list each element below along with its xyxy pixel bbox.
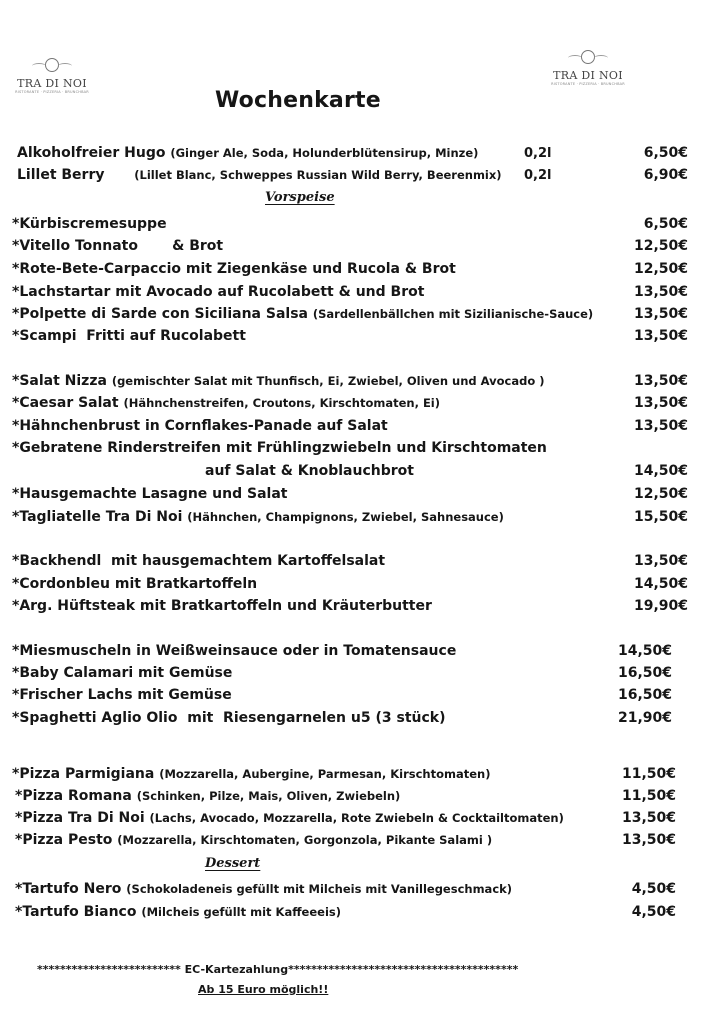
logo-subtitle: RISTORANTE · PIZZERIA · BRUNCHBAR bbox=[551, 82, 625, 86]
menu-item-desc: (Schinken, Pilze, Mais, Oliven, Zwiebeln) bbox=[136, 789, 401, 803]
menu-item-price: 14,50€ bbox=[633, 576, 688, 592]
menu-item-price: 12,50€ bbox=[633, 486, 688, 502]
menu-item-price: 4,50€ bbox=[631, 904, 676, 920]
drink-desc: (Lillet Blanc, Schweppes Russian Wild Berry, Beerenmix) bbox=[134, 168, 502, 182]
menu-item-desc: (Lachs, Avocado, Mozzarella, Rote Zwiebeln & Cocktailtomaten) bbox=[149, 811, 564, 825]
menu-item-desc: (Hähnchen, Champignons, Zwiebel, Sahnesauce) bbox=[187, 510, 504, 524]
crest-icon bbox=[32, 58, 72, 76]
menu-item-price: 11,50€ bbox=[621, 766, 676, 782]
drink-name: Alkoholfreier Hugo bbox=[17, 145, 166, 161]
menu-item-name: *Pizza Parmigiana bbox=[12, 766, 155, 782]
menu-item-row bbox=[15, 881, 512, 897]
menu-item-desc: (Hähnchenstreifen, Croutons, Kirschtomaten, Ei) bbox=[123, 396, 441, 410]
section-heading-vorspeise: Vorspeise bbox=[265, 190, 335, 205]
menu-item-name: *Kürbiscremesuppe bbox=[12, 216, 167, 232]
menu-item-row bbox=[12, 509, 504, 525]
menu-item-price: 4,50€ bbox=[631, 881, 676, 897]
menu-item-desc: (gemischter Salat mit Thunfisch, Ei, Zwiebel, Oliven und Avocado ) bbox=[111, 374, 545, 388]
menu-item-price: 13,50€ bbox=[633, 284, 688, 300]
menu-item-price: 16,50€ bbox=[617, 687, 672, 703]
restaurant-logo-left bbox=[12, 58, 92, 94]
menu-item-name: *Miesmuscheln in Weißweinsauce oder in Tomatensauce bbox=[12, 643, 457, 659]
menu-item-desc: (Mozzarella, Aubergine, Parmesan, Kirschtomaten) bbox=[159, 767, 491, 781]
menu-item-name: *Arg. Hüftsteak mit Bratkartoffeln und Kräuterbutter bbox=[12, 598, 432, 614]
menu-item-desc: (Mozzarella, Kirschtomaten, Gorgonzola, Pikante Salami ) bbox=[117, 833, 493, 847]
menu-item-row bbox=[12, 766, 491, 782]
drink-desc: (Ginger Ale, Soda, Holunderblütensirup, Minze) bbox=[170, 146, 479, 160]
page-title: Wochenkarte bbox=[215, 88, 381, 113]
drink-row bbox=[17, 167, 502, 183]
menu-item-price: 13,50€ bbox=[621, 810, 676, 826]
menu-item-price: 15,50€ bbox=[633, 509, 688, 525]
menu-item-name: *Polpette di Sarde con Siciliana Salsa bbox=[12, 306, 308, 322]
menu-item-name: *Pizza Romana bbox=[15, 788, 132, 804]
menu-item-name: *Vitello Tonnato & Brot bbox=[12, 238, 224, 254]
menu-item-name: *Hähnchenbrust in Cornflakes-Panade auf Salat bbox=[12, 418, 388, 434]
menu-item-desc: (Schokoladeneis gefüllt mit Milcheis mit Vanillegeschmack) bbox=[126, 882, 513, 896]
drink-row bbox=[17, 145, 478, 161]
drink-price: 6,90€ bbox=[643, 167, 688, 183]
menu-item-name: *Lachstartar mit Avocado auf Rucolabett & und Brot bbox=[12, 284, 425, 300]
menu-item-name: *Scampi Fritti auf Rucolabett bbox=[12, 328, 246, 344]
logo-subtitle: RISTORANTE · PIZZERIA · BRUNCHBAR bbox=[15, 90, 89, 94]
menu-item-desc: (Milcheis gefüllt mit Kaffeeeis) bbox=[141, 905, 341, 919]
payment-note: ************************* EC-Kartezahlung**************************************** bbox=[37, 963, 519, 976]
drink-qty: 0,2l bbox=[524, 168, 552, 183]
menu-item-name: *Spaghetti Aglio Olio mit Riesengarnelen u5 (3 stück) bbox=[12, 710, 446, 726]
menu-item-row bbox=[15, 904, 341, 920]
menu-item-row bbox=[15, 810, 564, 826]
menu-item-name: *Hausgemachte Lasagne und Salat bbox=[12, 486, 288, 502]
menu-item-name: *Tartufo Bianco bbox=[15, 904, 137, 920]
menu-item-price: 12,50€ bbox=[633, 261, 688, 277]
menu-item-name: *Tagliatelle Tra Di Noi bbox=[12, 509, 183, 525]
menu-item-price: 16,50€ bbox=[617, 665, 672, 681]
drink-price: 6,50€ bbox=[643, 145, 688, 161]
menu-item-name: *Cordonbleu mit Bratkartoffeln bbox=[12, 576, 258, 592]
menu-item-row bbox=[12, 395, 440, 411]
menu-item-price: 13,50€ bbox=[633, 306, 688, 322]
menu-item-price: 13,50€ bbox=[633, 328, 688, 344]
menu-item-desc: (Sardellenbällchen mit Sizilianische-Sauce) bbox=[312, 307, 594, 321]
menu-item-name: *Pizza Tra Di Noi bbox=[15, 810, 145, 826]
menu-item-name: *Pizza Pesto bbox=[15, 832, 113, 848]
payment-minimum: Ab 15 Euro möglich!! bbox=[198, 983, 329, 996]
logo-name: TRA DI NOI bbox=[17, 77, 87, 90]
section-heading-dessert: Dessert bbox=[205, 856, 261, 871]
menu-item-price: 13,50€ bbox=[633, 373, 688, 389]
menu-item-price: 13,50€ bbox=[633, 553, 688, 569]
menu-item-name: *Caesar Salat bbox=[12, 395, 119, 411]
menu-item-name-continued: auf Salat & Knoblauchbrot bbox=[205, 463, 414, 479]
menu-item-price: 14,50€ bbox=[633, 463, 688, 479]
restaurant-logo-right bbox=[548, 50, 628, 86]
crest-icon bbox=[568, 50, 608, 68]
menu-item-price: 14,50€ bbox=[617, 643, 672, 659]
menu-item-name: *Tartufo Nero bbox=[15, 881, 122, 897]
menu-item-row bbox=[12, 306, 593, 322]
menu-item-price: 12,50€ bbox=[633, 238, 688, 254]
menu-item-row bbox=[15, 788, 400, 804]
menu-item-name: *Salat Nizza bbox=[12, 373, 107, 389]
menu-item-row bbox=[12, 373, 545, 389]
menu-item-name: *Gebratene Rinderstreifen mit Frühlingzwiebeln und Kirschtomaten bbox=[12, 440, 547, 456]
menu-item-name: *Frischer Lachs mit Gemüse bbox=[12, 687, 232, 703]
menu-item-price: 19,90€ bbox=[633, 598, 688, 614]
drink-qty: 0,2l bbox=[524, 146, 552, 161]
menu-item-price: 6,50€ bbox=[643, 216, 688, 232]
menu-item-price: 21,90€ bbox=[617, 710, 672, 726]
menu-item-price: 11,50€ bbox=[621, 788, 676, 804]
menu-item-price: 13,50€ bbox=[633, 395, 688, 411]
menu-item-name: *Baby Calamari mit Gemüse bbox=[12, 665, 233, 681]
menu-item-price: 13,50€ bbox=[633, 418, 688, 434]
menu-item-name: *Backhendl mit hausgemachtem Kartoffelsalat bbox=[12, 553, 386, 569]
menu-item-name: *Rote-Bete-Carpaccio mit Ziegenkäse und Rucola & Brot bbox=[12, 261, 456, 277]
menu-item-price: 13,50€ bbox=[621, 832, 676, 848]
drink-name: Lillet Berry bbox=[17, 167, 105, 183]
menu-item-row bbox=[15, 832, 492, 848]
logo-name: TRA DI NOI bbox=[553, 69, 623, 82]
